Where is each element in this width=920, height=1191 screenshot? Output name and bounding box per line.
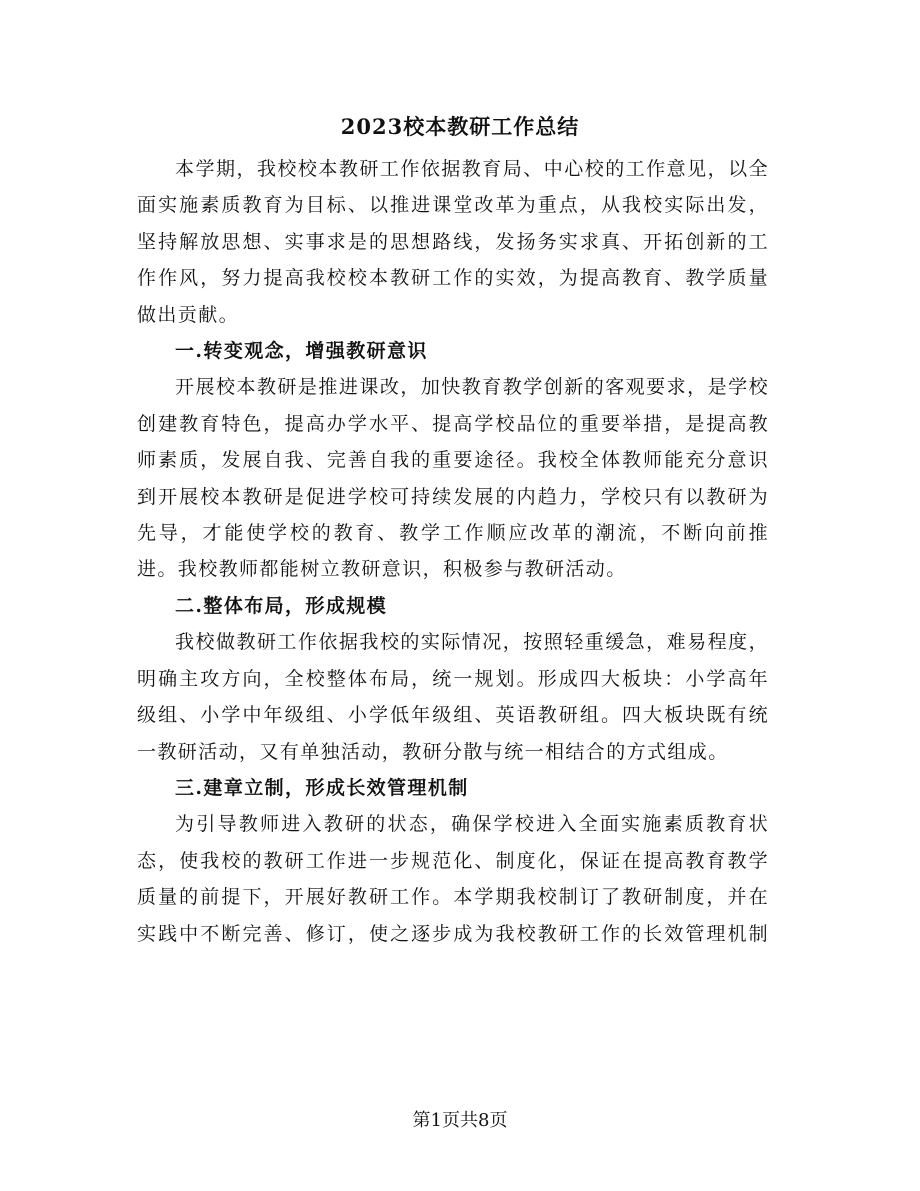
intro-paragraph: 本学期，我校校本教研工作依据教育局、中心校的工作意见，以全面实施素质教育为目标、以推进课堂改革为重点，从我校实际出发，坚持解放思想、实事求是的思想路线，发扬务实求真、开拓创新的工作作风，努力提高我校校本教研工作的实效，为提高教育、教学质量做出贡献。: [137, 158, 769, 326]
page-number: 第1页共8页: [412, 1110, 508, 1131]
section-3-paragraph: 为引导教师进入教研的状态，确保学校进入全面实施素质教育状态，使我校的教研工作进一步规范化、制度化，保证在提高教育教学质量的前提下，开展好教研工作。本学期我校制订了教研制度，并在实践中不断完善、修订，使之逐步成为我校教研工作的长效管理机制: [137, 813, 769, 945]
section-1-heading: 一.转变观念，增强教研意识: [175, 340, 428, 363]
section-2-paragraph: 我校做教研工作依据我校的实际情况，按照轻重缓急，难易程度，明确主攻方向，全校整体布局，统一规划。形成四大板块：小学高年级组、小学中年级组、小学低年级组、英语教研组。四大板块既有统一教研活动，又有单独活动，教研分散与统一相结合的方式组成。: [137, 631, 769, 763]
section-2-heading: 二.整体布局，形成规模: [175, 594, 388, 617]
section-3-heading: 三.建章立制，形成长效管理机制: [175, 776, 469, 799]
document-title: 2023校本教研工作总结: [340, 114, 580, 139]
section-1-paragraph: 开展校本教研是推进课改，加快教育教学创新的客观要求，是学校创建教育特色，提高办学水平、提高学校品位的重要举措，是提高教师素质，发展自我、完善自我的重要途径。我校全体教师能充分意识到开展校本教研是促进学校可持续发展的内趋力，学校只有以教研为先导，才能使学校的教育、教学工作顺应改革的潮流，不断向前推进。我校教师都能树立教研意识，积极参与教研活动。: [137, 376, 769, 581]
document-body: [137, 151, 769, 952]
